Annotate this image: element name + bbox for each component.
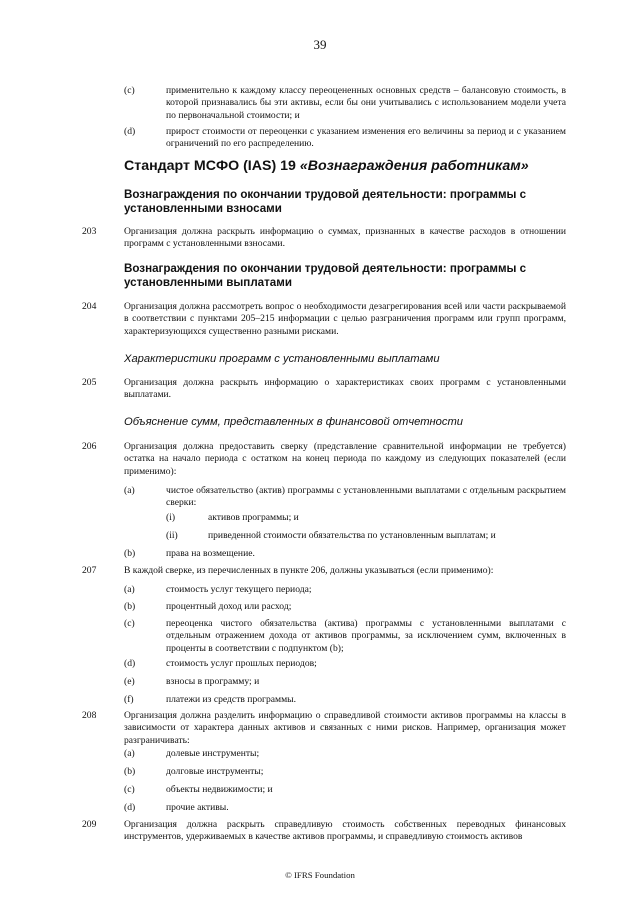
item-text: объекты недвижимости; и (166, 784, 273, 795)
standard-title (124, 158, 529, 175)
item-label: (a) (124, 485, 135, 496)
standard-title-prefix: Стандарт МСФО (IAS) 19 (124, 158, 296, 174)
paragraph-number: 203 (82, 226, 97, 237)
item-label: (d) (124, 126, 136, 137)
section-heading: Вознаграждения по окончании трудовой деятельности: программы с установленными взносами (124, 188, 527, 216)
subitem-label: (ii) (166, 530, 178, 541)
paragraph-text: Организация должна раскрыть информацию о суммах, признанных в качестве расходов в отношении программ с установленными взносами. (124, 226, 566, 250)
item-label: (b) (124, 548, 136, 559)
paragraph-number: 208 (82, 710, 97, 721)
item-label: (d) (124, 802, 136, 813)
subsection-heading: Характеристики программ с установленными выплатами (124, 353, 440, 365)
paragraph-number: 205 (82, 377, 97, 388)
item-text: прочие активы. (166, 802, 229, 813)
paragraph-text: Организация должна разделить информацию о справедливой стоимости активов программы на классы в зависимости от характера данных активов и связанных с ними рисков. Например, организация может разграничивать: (124, 710, 566, 746)
section-heading: Вознаграждения по окончании трудовой деятельности: программы с установленными выплатами (124, 262, 527, 290)
item-text: стоимость услуг текущего периода; (166, 584, 312, 595)
paragraph-number: 204 (82, 301, 97, 312)
subitem-text: активов программы; и (208, 512, 299, 523)
paragraph-text: Организация должна раскрыть информацию о характеристиках своих программ с установленными выплатами. (124, 377, 566, 401)
item-text: долговые инструменты; (166, 766, 264, 777)
item-label: (c) (124, 784, 135, 795)
item-text: чистое обязательство (актив) программы с установленными выплатами с отдельным раскрытием сверки: (166, 485, 566, 509)
item-label: (e) (124, 676, 135, 687)
page-number: 39 (313, 37, 327, 52)
subitem-label: (i) (166, 512, 176, 523)
item-text: переоценка чистого обязательства (актива) программы с установленными выплатами с отдельным отражением дохода от активов программы, за исключением сумм, включенных в проценты в соответствии с подпунктом (b); (166, 618, 566, 654)
paragraph-text: Организация должна рассмотреть вопрос о необходимости дезагрегирования всей или части раскрываемой в соответствии с пунктами 205–215 информации с целью разграничения программ или групп программ, характеризующихся существенно разными рисками. (124, 301, 566, 337)
paragraph-number: 207 (82, 565, 97, 576)
paragraph-text: Организация должна раскрыть справедливую стоимость собственных переводных финансовых инструментов, удерживаемых в качестве активов программы, и справедливую стоимость активов (124, 819, 566, 843)
item-label: (a) (124, 748, 135, 759)
paragraph-text: В каждой сверке, из перечисленных в пункте 206, должны указываться (если применимо): (124, 565, 494, 576)
paragraph-number: 209 (82, 819, 97, 830)
footer-copyright: © IFRS Foundation (285, 870, 355, 880)
item-text: права на возмещение. (166, 548, 255, 559)
paragraph-text: Организация должна предоставить сверку (представление сравнительной информации не требуется) остатка на начало периода с остатком на конец периода по каждому из следующих показателей (если применимо): (124, 441, 566, 477)
item-text: прирост стоимости от переоценки с указанием изменения его величины за период и с указанием ограничений по его распределению. (166, 126, 566, 150)
item-label: (b) (124, 766, 136, 777)
item-text: взносы в программу; и (166, 676, 260, 687)
item-text: стоимость услуг прошлых периодов; (166, 658, 317, 669)
item-text: процентный доход или расход; (166, 601, 292, 612)
item-label: (f) (124, 694, 134, 705)
item-label: (d) (124, 658, 136, 669)
item-text: долевые инструменты; (166, 748, 260, 759)
item-label: (b) (124, 601, 136, 612)
subsection-heading: Объяснение сумм, представленных в финансовой отчетности (124, 416, 464, 428)
item-label: (c) (124, 85, 135, 96)
standard-title-name: «Вознаграждения работникам» (299, 158, 529, 174)
subitem-text: приведенной стоимости обязательства по установленным выплатам; и (208, 530, 496, 541)
item-text: применительно к каждому классу переоцененных основных средств – балансовую стоимость, в которой признавались бы эти активы, если бы они учитывались с использованием модели учета по первоначальной стоимости; и (166, 85, 566, 121)
item-label: (c) (124, 618, 135, 629)
paragraph-number: 206 (82, 441, 97, 452)
item-text: платежи из средств программы. (166, 694, 297, 705)
item-label: (a) (124, 584, 135, 595)
